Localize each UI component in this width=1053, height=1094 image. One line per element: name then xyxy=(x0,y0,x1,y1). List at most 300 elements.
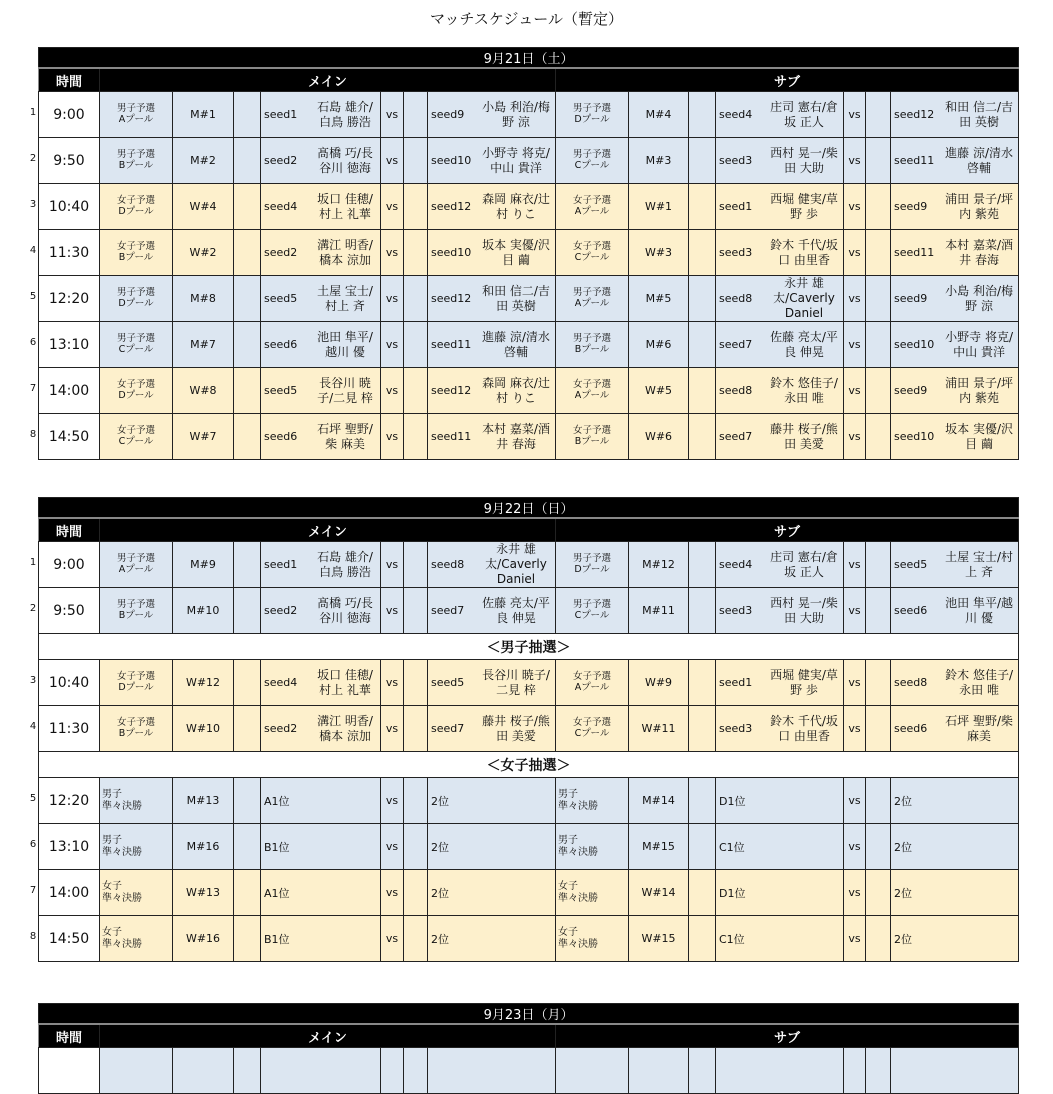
sub-category: 女子予選 Aプール xyxy=(556,184,629,230)
header-main-court: メイン xyxy=(100,68,556,92)
team-wrap xyxy=(716,824,843,869)
team-wrap xyxy=(716,138,843,183)
match-row xyxy=(39,92,1019,138)
main-match-number: M#10 xyxy=(173,588,234,634)
sub-match-number: W#1 xyxy=(629,184,689,230)
sub-category: 女子 準々決勝 xyxy=(556,870,629,916)
column-header-row xyxy=(39,518,1019,542)
time-cell xyxy=(29,414,100,460)
sub-match-number xyxy=(629,1048,689,1094)
main-team-b xyxy=(428,230,556,276)
sub-team-a xyxy=(716,916,844,962)
sub-result-a xyxy=(689,138,716,184)
main-vs: vs xyxy=(381,542,404,588)
main-category: 男子予選 Aプール xyxy=(100,542,173,588)
seed-label: seed1 xyxy=(264,558,298,571)
main-result-a xyxy=(234,184,261,230)
team-wrap xyxy=(428,414,555,459)
time-cell xyxy=(29,276,100,322)
main-result-b xyxy=(404,414,428,460)
main-result-b xyxy=(404,276,428,322)
sub-result-b xyxy=(866,706,891,752)
main-team-a xyxy=(261,870,381,916)
match-row xyxy=(39,824,1019,870)
main-vs xyxy=(381,1048,404,1094)
sub-category: 男子 準々決勝 xyxy=(556,824,629,870)
main-team-b xyxy=(428,706,556,752)
sub-team-b xyxy=(891,184,1019,230)
sub-team-b xyxy=(891,276,1019,322)
sub-team-a xyxy=(716,92,844,138)
sub-team-b xyxy=(891,824,1019,870)
row-number: 5 xyxy=(29,290,37,302)
seed-label: seed8 xyxy=(719,384,753,397)
time-cell xyxy=(29,916,100,962)
sub-team-b xyxy=(891,870,1019,916)
seed-label: 2位 xyxy=(894,886,912,900)
sub-category: 女子予選 Aプール xyxy=(556,660,629,706)
main-category: 女子予選 Bプール xyxy=(100,230,173,276)
seed-label: seed6 xyxy=(264,338,298,351)
sub-team-b xyxy=(891,542,1019,588)
main-match-number: M#8 xyxy=(173,276,234,322)
team-wrap xyxy=(716,184,843,229)
sub-vs: vs xyxy=(844,184,866,230)
match-time: 9:00 xyxy=(53,556,85,573)
team-names: 本村 嘉菜/酒井 春海 xyxy=(945,237,1013,267)
team-names: 佐藤 亮太/平良 伸晃 xyxy=(770,329,838,359)
main-team-a xyxy=(261,778,381,824)
team-wrap xyxy=(428,276,555,321)
sub-team-a xyxy=(716,184,844,230)
seed-label: seed12 xyxy=(431,384,472,397)
main-result-b xyxy=(404,706,428,752)
sub-result-b xyxy=(866,276,891,322)
time-cell xyxy=(29,230,100,276)
main-vs: vs xyxy=(381,322,404,368)
main-vs: vs xyxy=(381,706,404,752)
main-category: 男子 準々決勝 xyxy=(100,778,173,824)
seed-label: seed4 xyxy=(719,108,753,121)
main-match-number: M#13 xyxy=(173,778,234,824)
header-time: 時間 xyxy=(39,518,100,542)
match-row xyxy=(39,588,1019,634)
team-names: 溝江 明香/橋本 涼加 xyxy=(317,237,373,267)
main-team-a xyxy=(261,184,381,230)
match-time: 9:50 xyxy=(53,602,85,619)
sub-result-a xyxy=(689,588,716,634)
match-row xyxy=(39,138,1019,184)
sub-result-b xyxy=(866,368,891,414)
main-result-b xyxy=(404,588,428,634)
sub-result-a xyxy=(689,660,716,706)
sub-team-b xyxy=(891,138,1019,184)
team-names: 藤井 桜子/熊田 美愛 xyxy=(770,421,838,451)
seed-label: seed12 xyxy=(431,200,472,213)
sub-team-b xyxy=(891,706,1019,752)
team-wrap xyxy=(428,660,555,705)
team-wrap xyxy=(716,542,843,587)
sub-team-b xyxy=(891,414,1019,460)
main-vs: vs xyxy=(381,588,404,634)
seed-label: seed3 xyxy=(719,604,753,617)
match-row xyxy=(39,184,1019,230)
sub-result-b xyxy=(866,870,891,916)
seed-label: seed9 xyxy=(894,292,928,305)
sub-team-a xyxy=(716,276,844,322)
sub-vs: vs xyxy=(844,824,866,870)
main-result-a xyxy=(234,824,261,870)
header-sub-court: サブ xyxy=(556,1024,1019,1048)
sub-result-a xyxy=(689,870,716,916)
main-team-b xyxy=(428,368,556,414)
team-names: 佐藤 亮太/平良 伸晃 xyxy=(482,595,550,625)
time-cell xyxy=(29,870,100,916)
team-wrap xyxy=(428,368,555,413)
main-team-a xyxy=(261,368,381,414)
seed-label: seed5 xyxy=(264,384,298,397)
header-time: 時間 xyxy=(39,68,100,92)
main-result-b xyxy=(404,660,428,706)
team-wrap xyxy=(716,92,843,137)
match-time: 13:10 xyxy=(48,838,90,855)
team-names: 鈴木 千代/坂口 由里香 xyxy=(770,237,838,267)
team-wrap xyxy=(428,870,555,915)
column-header-row xyxy=(39,68,1019,92)
main-team-b xyxy=(428,322,556,368)
team-names: 小島 利治/梅野 涼 xyxy=(945,283,1013,313)
main-result-a xyxy=(234,322,261,368)
seed-label: seed10 xyxy=(431,246,472,259)
seed-label: seed2 xyxy=(264,604,298,617)
main-vs: vs xyxy=(381,778,404,824)
main-vs: vs xyxy=(381,368,404,414)
team-wrap xyxy=(428,778,555,823)
sub-result-b xyxy=(866,1048,891,1094)
seed-label: seed5 xyxy=(431,676,465,689)
sub-team-b xyxy=(891,230,1019,276)
main-vs: vs xyxy=(381,230,404,276)
row-number: 8 xyxy=(29,428,37,440)
team-names: 池田 隼平/越川 優 xyxy=(945,595,1013,625)
row-number: 8 xyxy=(29,930,37,942)
schedule-table xyxy=(29,497,1019,962)
seed-label: seed7 xyxy=(719,430,753,443)
sub-vs: vs xyxy=(844,916,866,962)
sub-match-number: W#5 xyxy=(629,368,689,414)
team-wrap xyxy=(716,322,843,367)
main-category: 男子予選 Bプール xyxy=(100,138,173,184)
team-names: 土屋 宝士/村上 斉 xyxy=(317,283,373,313)
main-team-a xyxy=(261,916,381,962)
team-wrap xyxy=(261,660,380,705)
row-number: 2 xyxy=(29,152,37,164)
seed-label: seed3 xyxy=(719,246,753,259)
main-vs: vs xyxy=(381,184,404,230)
sub-team-b xyxy=(891,368,1019,414)
main-result-a xyxy=(234,660,261,706)
main-result-b xyxy=(404,870,428,916)
main-result-b xyxy=(404,916,428,962)
time-cell xyxy=(29,588,100,634)
row-number: 1 xyxy=(29,556,37,568)
sub-vs: vs xyxy=(844,92,866,138)
team-wrap xyxy=(716,414,843,459)
main-team-a xyxy=(261,322,381,368)
sub-result-b xyxy=(866,184,891,230)
sub-match-number: W#9 xyxy=(629,660,689,706)
match-time: 11:30 xyxy=(48,244,90,261)
main-result-b xyxy=(404,184,428,230)
main-result-b xyxy=(404,230,428,276)
team-names: 溝江 明香/橋本 涼加 xyxy=(317,713,373,743)
sub-result-b xyxy=(866,414,891,460)
sub-match-number: M#3 xyxy=(629,138,689,184)
team-names: 長谷川 暁子/二見 梓 xyxy=(482,667,550,697)
team-names: 浦田 景子/坪内 紫苑 xyxy=(945,191,1013,221)
sub-category: 女子予選 Bプール xyxy=(556,414,629,460)
team-names: 永井 雄太/Caverly Daniel xyxy=(773,276,835,320)
main-match-number: M#9 xyxy=(173,542,234,588)
main-result-a xyxy=(234,706,261,752)
main-team-b xyxy=(428,92,556,138)
sub-match-number: M#15 xyxy=(629,824,689,870)
team-names: 髙橋 巧/長谷川 徳海 xyxy=(317,145,373,175)
team-wrap xyxy=(891,368,1018,413)
sub-match-number: M#4 xyxy=(629,92,689,138)
sub-team-a xyxy=(716,778,844,824)
team-wrap xyxy=(891,322,1018,367)
sub-vs xyxy=(844,1048,866,1094)
main-team-b xyxy=(428,414,556,460)
main-category: 男子 準々決勝 xyxy=(100,824,173,870)
team-names: 小野寺 将克/中山 貴洋 xyxy=(482,145,550,175)
main-team-a xyxy=(261,824,381,870)
main-team-a xyxy=(261,706,381,752)
team-names: 鈴木 悠佳子/永田 唯 xyxy=(770,375,838,405)
sub-team-a xyxy=(716,870,844,916)
team-wrap xyxy=(261,230,380,275)
main-team-b xyxy=(428,542,556,588)
sub-team-a xyxy=(716,322,844,368)
sub-team-b xyxy=(891,660,1019,706)
row-number: 3 xyxy=(29,198,37,210)
main-result-b xyxy=(404,368,428,414)
main-team-b xyxy=(428,870,556,916)
sub-result-b xyxy=(866,230,891,276)
sub-result-a xyxy=(689,916,716,962)
sub-vs: vs xyxy=(844,778,866,824)
day-schedule xyxy=(29,497,1018,962)
sub-match-number: W#15 xyxy=(629,916,689,962)
team-names: 石坪 聖野/柴 麻美 xyxy=(317,421,373,451)
team-names: 森岡 麻衣/辻村 りこ xyxy=(482,191,550,221)
sub-match-number: M#6 xyxy=(629,322,689,368)
main-category: 女子 準々決勝 xyxy=(100,916,173,962)
sub-result-a xyxy=(689,322,716,368)
sub-team-a xyxy=(716,588,844,634)
main-vs: vs xyxy=(381,414,404,460)
seed-label: seed3 xyxy=(719,154,753,167)
seed-label: seed11 xyxy=(894,154,935,167)
main-match-number: W#16 xyxy=(173,916,234,962)
seed-label: seed4 xyxy=(264,676,298,689)
match-time: 14:50 xyxy=(48,428,90,445)
main-match-number: W#8 xyxy=(173,368,234,414)
match-row xyxy=(39,368,1019,414)
team-wrap xyxy=(716,368,843,413)
seed-label: seed2 xyxy=(264,722,298,735)
seed-label: seed5 xyxy=(264,292,298,305)
main-result-a xyxy=(234,92,261,138)
team-names: 進藤 涼/清水 啓輔 xyxy=(945,145,1013,175)
team-names: 土屋 宝士/村上 斉 xyxy=(945,549,1013,579)
row-number: 6 xyxy=(29,838,37,850)
seed-label: seed10 xyxy=(894,338,935,351)
sub-result-a xyxy=(689,706,716,752)
sub-category: 男子予選 Dプール xyxy=(556,92,629,138)
main-category: 男子予選 Cプール xyxy=(100,322,173,368)
row-number: 4 xyxy=(29,244,37,256)
team-wrap xyxy=(261,276,380,321)
sub-result-b xyxy=(866,138,891,184)
row-number: 3 xyxy=(29,674,37,686)
main-result-a xyxy=(234,778,261,824)
time-cell xyxy=(29,138,100,184)
team-names: 庄司 憲右/倉坂 正人 xyxy=(770,99,838,129)
time-cell xyxy=(29,92,100,138)
sub-category: 男子予選 Dプール xyxy=(556,542,629,588)
sub-vs: vs xyxy=(844,276,866,322)
team-wrap xyxy=(716,660,843,705)
row-number: 5 xyxy=(29,792,37,804)
match-time: 12:20 xyxy=(48,792,90,809)
sub-category: 女子予選 Cプール xyxy=(556,706,629,752)
day-title-row xyxy=(39,498,1019,519)
sub-result-b xyxy=(866,92,891,138)
team-names: 小島 利治/梅野 涼 xyxy=(482,99,550,129)
seed-label: seed6 xyxy=(264,430,298,443)
seed-label: seed8 xyxy=(431,558,465,571)
main-category: 女子 準々決勝 xyxy=(100,870,173,916)
draw-label: ＜男子抽選＞ xyxy=(39,634,1019,660)
main-vs: vs xyxy=(381,276,404,322)
team-names: 本村 嘉菜/酒井 春海 xyxy=(482,421,550,451)
team-names: 石島 雄介/白鳥 勝浩 xyxy=(317,99,373,129)
seed-label: 2位 xyxy=(431,794,449,808)
day-schedule xyxy=(29,47,1018,460)
team-wrap xyxy=(428,322,555,367)
seed-label: 2位 xyxy=(894,840,912,854)
team-wrap xyxy=(261,322,380,367)
team-wrap xyxy=(261,92,380,137)
main-result-a xyxy=(234,276,261,322)
team-wrap xyxy=(261,542,380,587)
seed-label: seed11 xyxy=(894,246,935,259)
header-sub-court: サブ xyxy=(556,68,1019,92)
match-time: 10:40 xyxy=(48,674,90,691)
seed-label: seed7 xyxy=(719,338,753,351)
team-wrap xyxy=(716,778,843,823)
main-result-a xyxy=(234,414,261,460)
main-category: 女子予選 Dプール xyxy=(100,184,173,230)
sub-match-number: W#11 xyxy=(629,706,689,752)
main-team-a xyxy=(261,230,381,276)
sub-result-a xyxy=(689,368,716,414)
sub-result-a xyxy=(689,414,716,460)
sub-result-a xyxy=(689,276,716,322)
time-cell xyxy=(29,778,100,824)
main-category: 男子予選 Bプール xyxy=(100,588,173,634)
main-match-number: M#2 xyxy=(173,138,234,184)
main-team-b xyxy=(428,1048,556,1094)
sub-match-number: M#12 xyxy=(629,542,689,588)
main-match-number: W#13 xyxy=(173,870,234,916)
match-time: 14:50 xyxy=(48,930,90,947)
sub-result-b xyxy=(866,824,891,870)
sub-vs: vs xyxy=(844,230,866,276)
header-time: 時間 xyxy=(39,1024,100,1048)
match-row xyxy=(39,322,1019,368)
day-title: 9月23日（月） xyxy=(39,1004,1019,1025)
main-category: 女子予選 Dプール xyxy=(100,660,173,706)
match-row xyxy=(39,778,1019,824)
seed-label: seed2 xyxy=(264,246,298,259)
main-team-a xyxy=(261,660,381,706)
main-vs: vs xyxy=(381,916,404,962)
row-number: 6 xyxy=(29,336,37,348)
match-time: 12:20 xyxy=(48,290,90,307)
team-wrap xyxy=(891,230,1018,275)
row-number: 4 xyxy=(29,720,37,732)
team-wrap xyxy=(428,230,555,275)
match-time: 14:00 xyxy=(48,884,90,901)
sub-result-b xyxy=(866,916,891,962)
main-match-number xyxy=(173,1048,234,1094)
team-names: 進藤 涼/清水 啓輔 xyxy=(482,329,550,359)
sub-vs: vs xyxy=(844,660,866,706)
seed-label: seed4 xyxy=(719,558,753,571)
sub-team-b xyxy=(891,588,1019,634)
team-names: 和田 信二/吉田 英樹 xyxy=(945,99,1013,129)
team-names: 坂本 実優/沢目 繭 xyxy=(945,421,1013,451)
sub-vs: vs xyxy=(844,414,866,460)
sub-team-a xyxy=(716,824,844,870)
day-title: 9月22日（日） xyxy=(39,498,1019,519)
team-wrap xyxy=(428,706,555,751)
sub-match-number: W#6 xyxy=(629,414,689,460)
main-team-b xyxy=(428,778,556,824)
sub-team-b xyxy=(891,778,1019,824)
team-names: 髙橋 巧/長谷川 徳海 xyxy=(317,595,373,625)
team-wrap xyxy=(261,414,380,459)
main-match-number: W#4 xyxy=(173,184,234,230)
team-names: 坂口 佳穂/村上 礼華 xyxy=(317,191,373,221)
sub-result-b xyxy=(866,778,891,824)
day-schedule xyxy=(38,1003,1018,1094)
team-wrap xyxy=(891,660,1018,705)
sub-result-b xyxy=(866,660,891,706)
main-result-a xyxy=(234,1048,261,1094)
team-wrap xyxy=(428,824,555,869)
team-names: 石島 雄介/白鳥 勝浩 xyxy=(317,549,373,579)
team-names: 庄司 憲右/倉坂 正人 xyxy=(770,549,838,579)
draw-label: ＜女子抽選＞ xyxy=(39,752,1019,778)
team-wrap xyxy=(428,588,555,633)
team-wrap xyxy=(261,916,380,961)
sub-category: 男子予選 Cプール xyxy=(556,138,629,184)
team-wrap xyxy=(716,230,843,275)
